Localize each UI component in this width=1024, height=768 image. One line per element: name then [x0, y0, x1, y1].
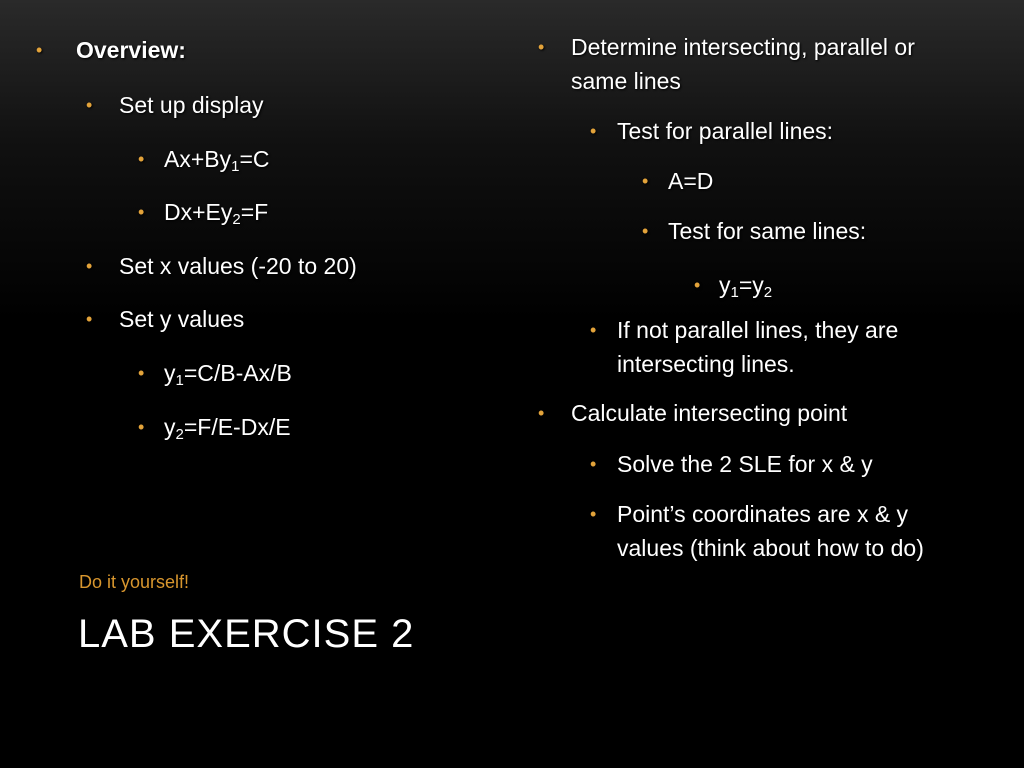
bullet-icon: • [590, 320, 597, 340]
bullet-icon: • [36, 40, 43, 60]
bullet-icon: • [590, 121, 597, 141]
item-text: Set y values [119, 306, 245, 332]
bullet-icon: • [86, 309, 93, 329]
bullet-icon: • [138, 202, 145, 222]
item-text: Set up display [119, 92, 264, 118]
item-text: $y_1=y_2$ [719, 272, 773, 301]
item-text: Test for same lines: [668, 218, 867, 244]
item-text: Overview: [76, 37, 186, 63]
bullet-icon: • [86, 256, 93, 276]
item-text: Test for parallel lines: [617, 118, 834, 144]
item-text: Set x values (-20 to 20) [119, 253, 357, 279]
slide-title: LAB EXERCISE 2 [78, 612, 415, 656]
bullet-icon: • [642, 171, 649, 191]
item-text: Point’s coordinates are x & y values (think about how to do) [617, 501, 924, 561]
bullet-icon: • [538, 403, 545, 423]
bullet-icon: • [590, 454, 597, 474]
item-text: $Dx+Ey_2=F$ [164, 199, 269, 228]
bullet-icon: • [138, 363, 145, 383]
bullet-icon: • [86, 95, 93, 115]
item-text: $Ax+By_1=C$ [164, 146, 270, 175]
item-text: $y_2=F/E-Dx/E$ [164, 414, 291, 443]
bullet-icon: • [694, 275, 701, 295]
slide-subtitle: Do it yourself! [79, 572, 190, 592]
bullet-icon: • [642, 221, 649, 241]
item-text: A=D [668, 168, 714, 194]
item-text: $y_1=C/B-Ax/B$ [164, 360, 292, 389]
bullet-icon: • [138, 417, 145, 437]
item-text: If not parallel lines, they are intersecting lines. [617, 317, 899, 377]
bullet-icon: • [590, 504, 597, 524]
item-text: Calculate intersecting point [571, 400, 848, 426]
bullet-icon: • [538, 37, 545, 57]
item-text: Determine intersecting, parallel or same lines [571, 34, 915, 94]
bullet-icon: • [138, 149, 145, 169]
item-text: Solve the 2 SLE for x & y [617, 451, 873, 477]
